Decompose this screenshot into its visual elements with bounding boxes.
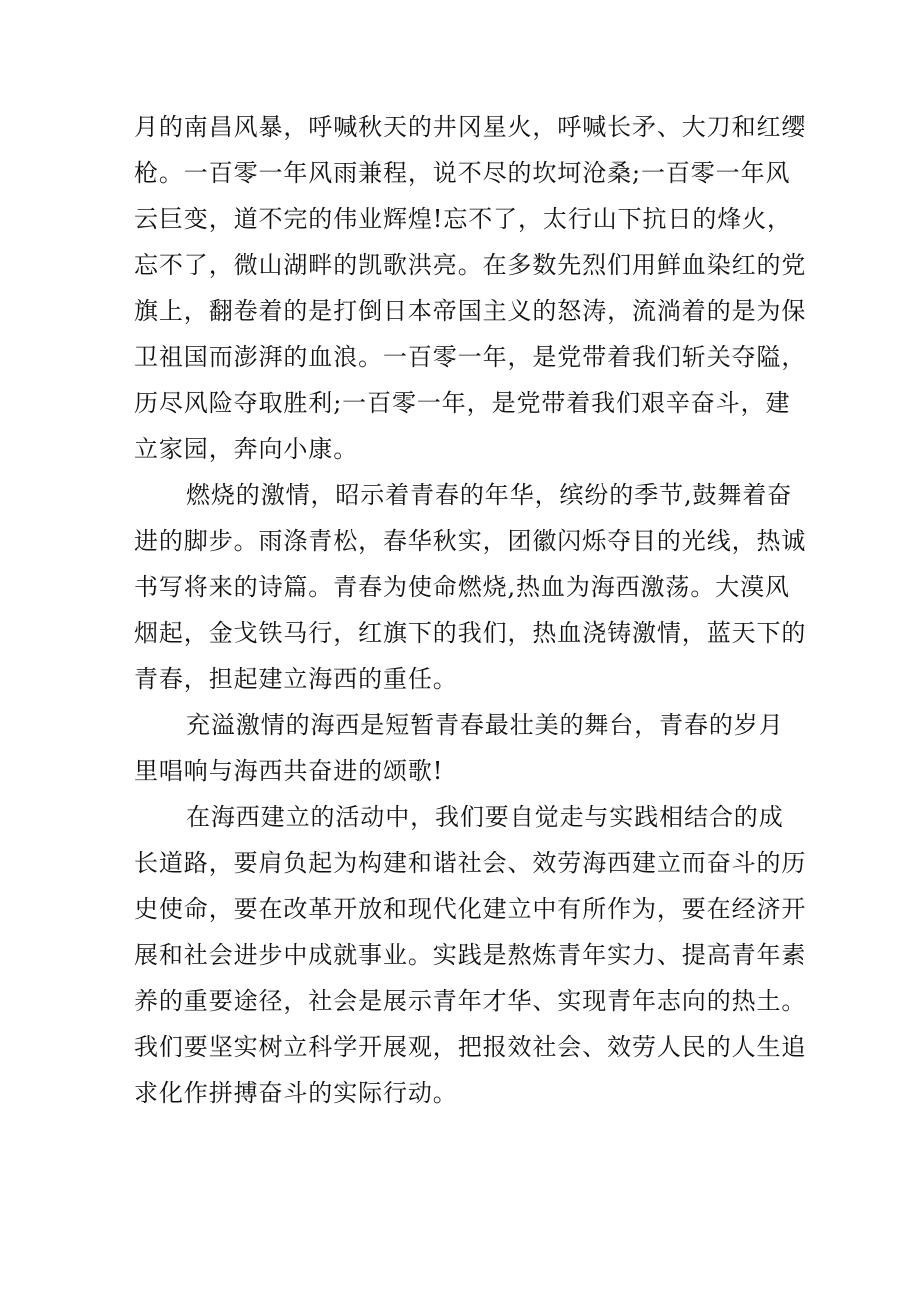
paragraph-1-line: 旗上，翻卷着的是打倒日本帝国主义的怒涛，流淌着的是为保 — [134, 297, 807, 325]
paragraph-4-line: 史使命，要在改革开放和现代化建立中有所作为，要在经济开 — [134, 895, 807, 923]
paragraph-4-line: 展和社会进步中成就事业。实践是熬炼青年实力、提高青年素 — [134, 941, 807, 969]
paragraph-1-line: 月的南昌风暴，呼喊秋天的井冈星火，呼喊长矛、大刀和红缨 — [134, 113, 807, 141]
paragraph-4-line: 长道路，要肩负起为构建和谐社会、效劳海西建立而奋斗的历 — [134, 849, 807, 877]
paragraph-2-line: 书写将来的诗篇。青春为使命燃烧,热血为海西激荡。大漠风 — [134, 573, 790, 601]
paragraph-2-line: 燃烧的激情，昭示着青春的年华，缤纷的季节,鼓舞着奋 — [186, 481, 793, 509]
paragraph-2 — [134, 472, 807, 702]
paragraph-3 — [134, 702, 794, 794]
document-body — [134, 104, 807, 1116]
paragraph-3-line: 充溢激情的海西是短暂青春最壮美的舞台，青春的岁月 — [186, 711, 784, 739]
paragraph-4 — [134, 794, 807, 1116]
paragraph-4-line: 求化作拼搏奋斗的实际行动。 — [134, 1079, 458, 1107]
paragraph-4-line: 养的重要途径，社会是展示青年才华、实现青年志向的热土。 — [134, 987, 807, 1015]
paragraph-2-line: 烟起，金戈铁马行，红旗下的我们，热血浇铸激情，蓝天下的 — [134, 619, 807, 647]
paragraph-1-line: 枪。一百零一年风雨兼程，说不尽的坎坷沧桑;一百零一年风 — [134, 159, 791, 187]
paragraph-1-line: 忘不了，微山湖畔的凯歌洪亮。在多数先烈们用鲜血染红的党 — [134, 251, 807, 279]
paragraph-4-line: 在海西建立的活动中，我们要自觉走与实践相结合的成 — [186, 803, 784, 831]
paragraph-1-line: 历尽风险夺取胜利;一百零一年，是党带着我们艰辛奋斗，建 — [134, 389, 791, 417]
paragraph-1-line: 卫祖国而澎湃的血浪。一百零一年，是党带着我们斩关夺隘， — [134, 343, 807, 371]
paragraph-3-line: 里唱响与海西共奋进的颂歌! — [134, 757, 444, 785]
paragraph-2-line: 进的脚步。雨涤青松，春华秋实，团徽闪烁夺目的光线，热诚 — [134, 527, 807, 555]
paragraph-4-line: 我们要坚实树立科学开展观，把报效社会、效劳人民的人生追 — [134, 1033, 807, 1061]
paragraph-2-line: 青春，担起建立海西的重任。 — [134, 665, 458, 693]
paragraph-1-line: 云巨变，道不完的伟业辉煌!忘不了，太行山下抗日的烽火， — [134, 205, 792, 233]
paragraph-1 — [134, 104, 807, 472]
paragraph-1-line: 立家园，奔向小康。 — [134, 435, 359, 463]
